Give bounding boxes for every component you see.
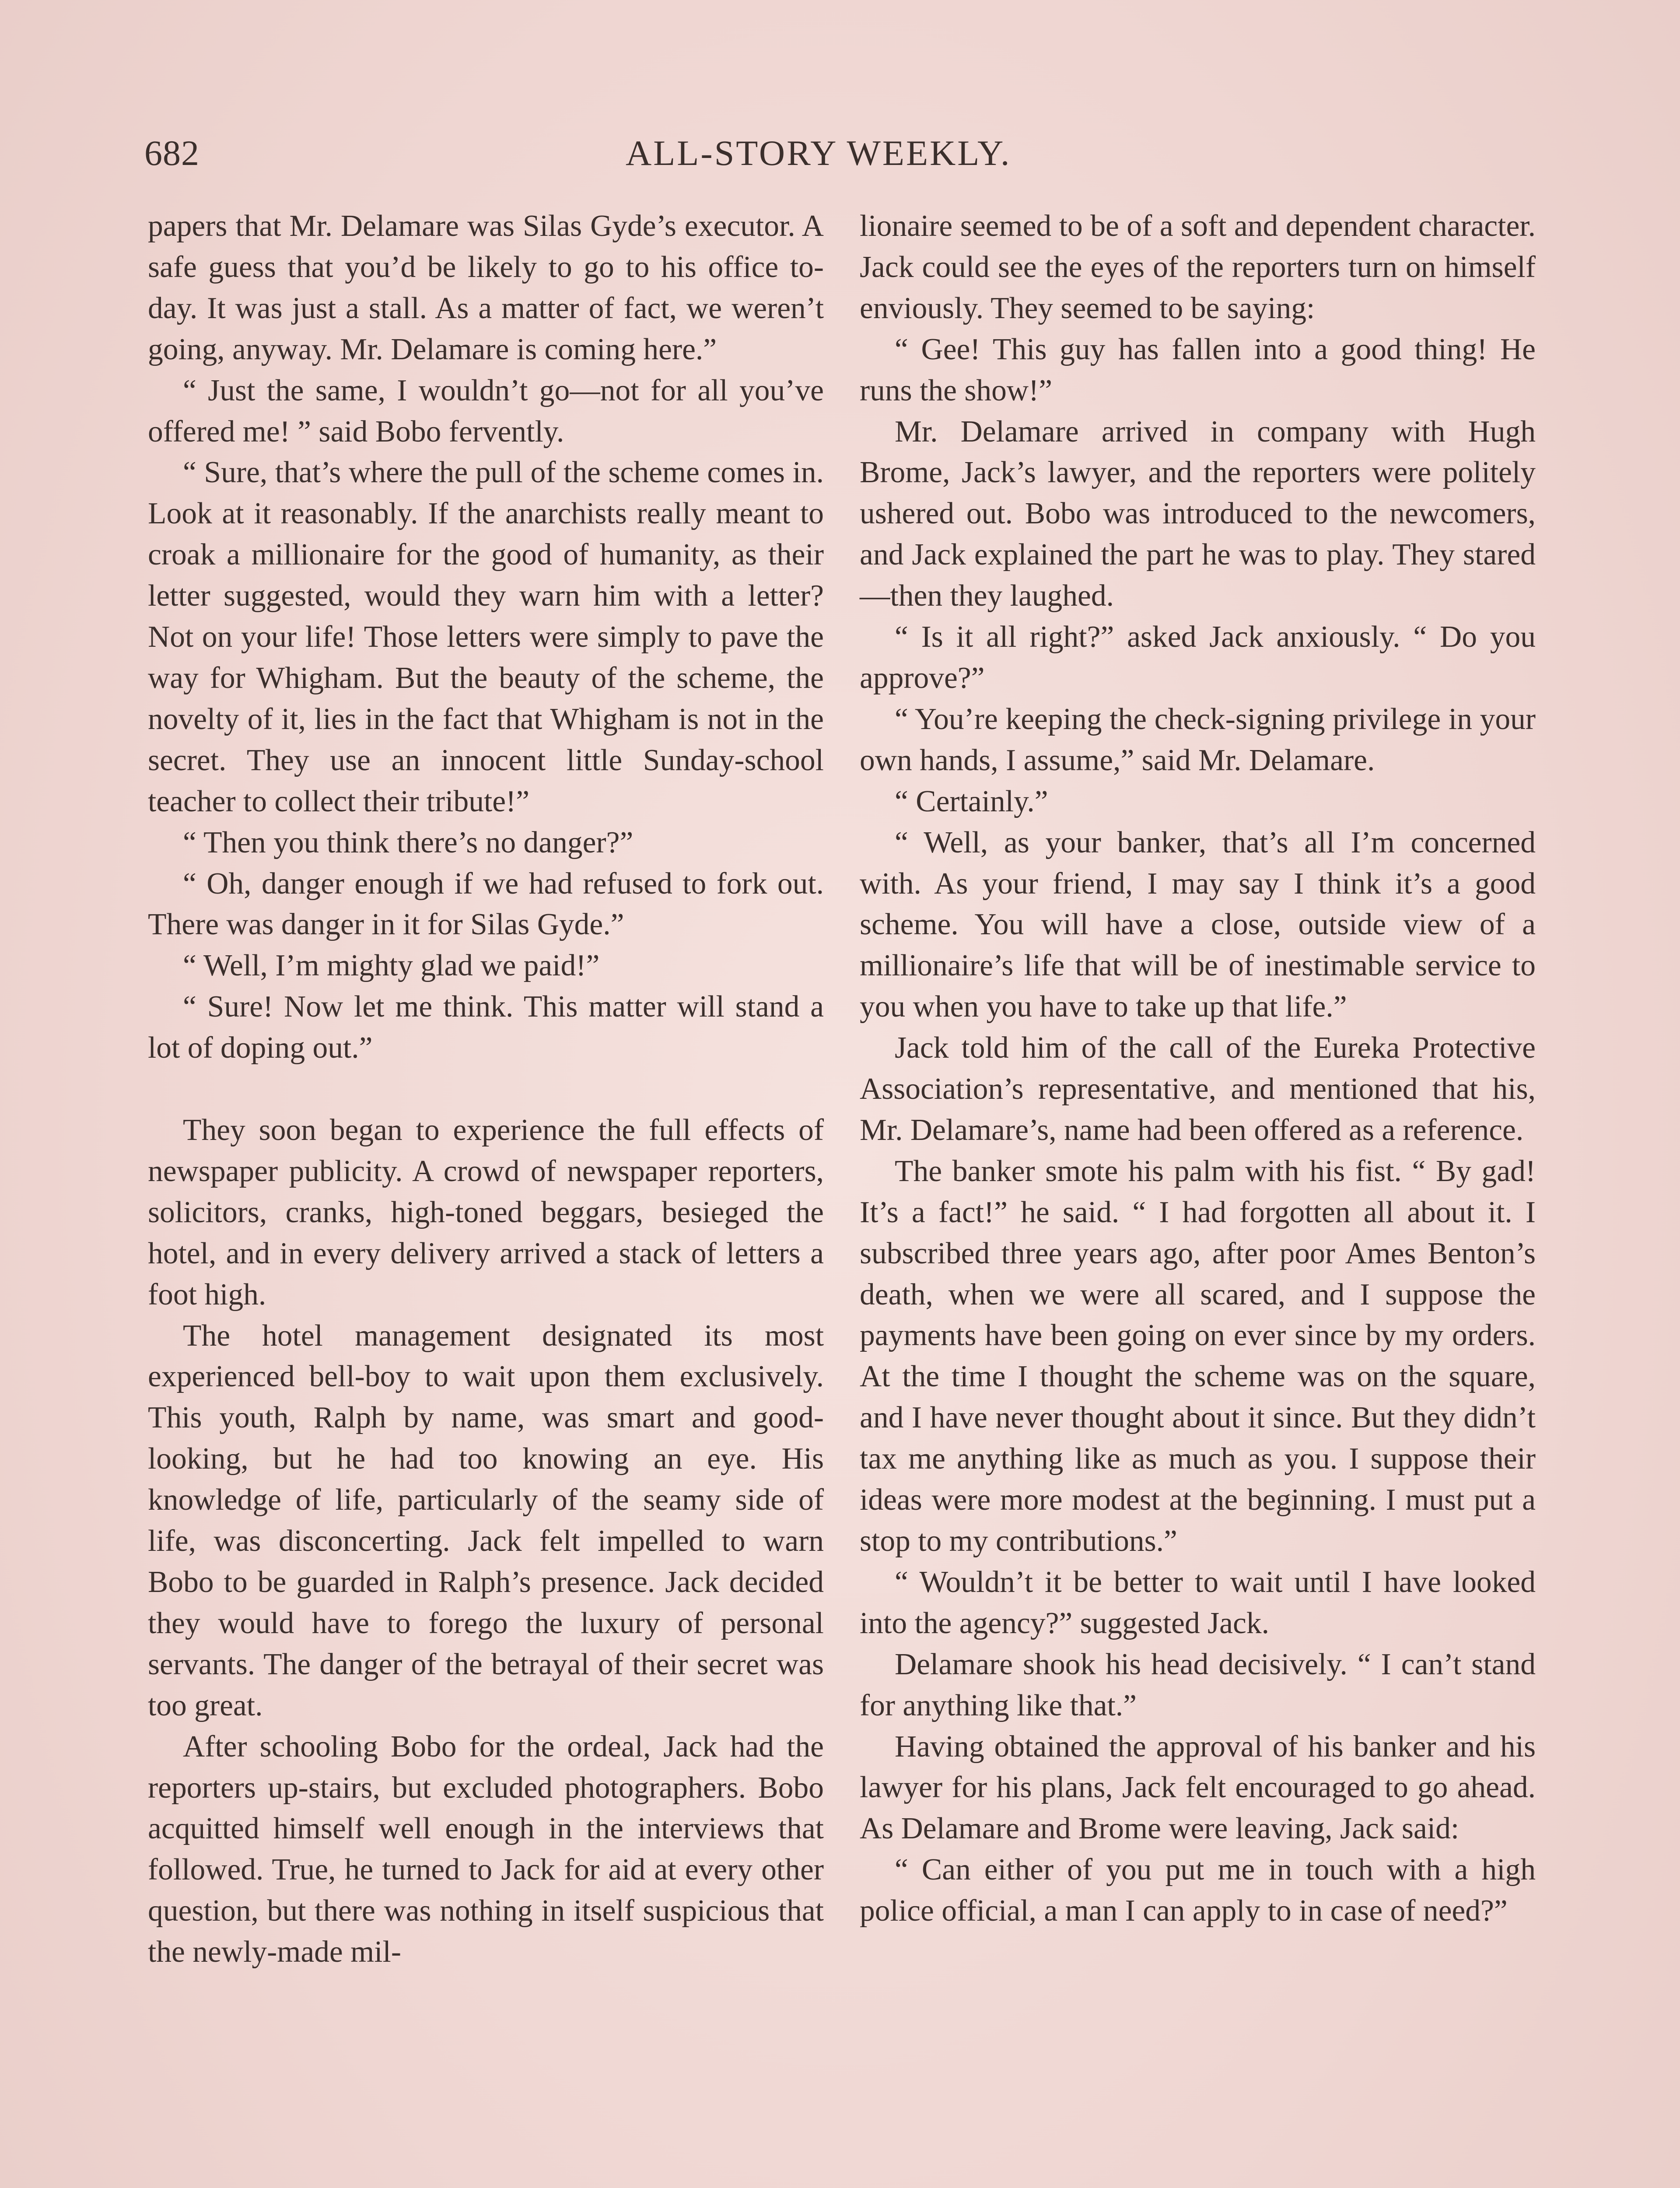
page-number: 682 — [144, 133, 200, 173]
paragraph: “ Oh, danger enough if we had refused to fork out. There was danger in it for Silas Gyde.” — [148, 866, 824, 942]
paragraph: “ Gee! This guy has fallen into a good thing! He runs the show!” — [860, 332, 1536, 407]
page-header — [144, 127, 1536, 179]
paragraph: After schooling Bobo for the ordeal, Jack had the reporters up-stairs, but excluded photographers. Bobo acquitted himself well enough in the interviews that followed. True, he turned to Jack for aid at every other question, but there was nothing in itself suspicious that the newly-made mil- — [148, 1729, 824, 1969]
paragraph: papers that Mr. Delamare was Silas Gyde’s executor. A safe guess that you’d be likely to go to his office to-day. It was just a stall. As a matter of fact, we weren’t going, anyway. Mr. Delamare is coming here.” — [148, 209, 824, 366]
paragraph: “ Sure, that’s where the pull of the scheme comes in. Look at it reasonably. If the anarchists really meant to croak a millionaire for the good of humanity, as their letter suggested, would they warn him with a letter? Not on your life! Those letters were simply to pave the way for Whigham. But the beauty of the scheme, the novelty of it, lies in the fact that Whigham is not in the secret. They use an innocent little Sunday-school teacher to collect their tribute!” — [148, 456, 824, 818]
running-title: ALL-STORY WEEKLY. — [626, 133, 1012, 173]
paragraph: lionaire seemed to be of a soft and dependent character. Jack could see the eyes of the reporters turn on himself enviously. They seemed to be saying: — [860, 209, 1536, 325]
paragraph: “ Sure! Now let me think. This matter will stand a lot of doping out.” — [148, 990, 824, 1065]
paragraph: “ Just the same, I wouldn’t go—not for all you’ve offered me! ” said Bobo fervently. — [148, 373, 824, 449]
paragraph: Delamare shook his head decisively. “ I can’t stand for anything like that.” — [860, 1647, 1536, 1722]
paragraph: The banker smote his palm with his fist. “ By gad! It’s a fact!” he said. “ I had forgotten all about it. I subscribed three years ago, after poor Ames Benton’s death, when we were all scared, and I suppose the payments have been going on ever since by my orders. At the time I thought the scheme was on the square, and I have never thought about it since. But they didn’t tax me anything like as much as you. I suppose their ideas were more modest at the beginning. I must put a stop to my contributions.” — [860, 1154, 1536, 1558]
paragraph: “ Certainly.” — [895, 784, 1048, 818]
paragraph: “ Wouldn’t it be better to wait until I have looked into the agency?” suggested Jack. — [860, 1565, 1536, 1640]
paragraph: “ You’re keeping the check-signing privilege in your own hands, I assume,” said Mr. Delamare. — [860, 702, 1536, 777]
right-column — [860, 206, 1536, 1932]
paragraph: Jack told him of the call of the Eureka Protective Association’s representative, and mentioned that his, Mr. Delamare’s, name had been offered as a reference. — [860, 1031, 1536, 1147]
paragraph: The hotel management designated its most experienced bell-boy to wait upon them exclusively. This youth, Ralph by name, was smart and good-looking, but he had too knowing an eye. His knowledge of life, particularly of the seamy side of life, was disconcerting. Jack felt impelled to warn Bobo to be guarded in Ralph’s presence. Jack decided they would have to forego the luxury of personal servants. The danger of the betrayal of their secret was too great. — [148, 1318, 824, 1722]
left-column — [148, 206, 824, 1973]
paragraph: “ Then you think there’s no danger?” — [183, 825, 634, 859]
paragraph: “ Well, as your banker, that’s all I’m concerned with. As your friend, I may say I think it’s a good scheme. You will have a close, outside view of a millionaire’s life that will be of inestimable service to you when you have to take up that life.” — [860, 825, 1536, 1024]
paragraph: “ Is it all right?” asked Jack anxiously. “ Do you approve?” — [860, 620, 1536, 695]
paragraph: “ Well, I’m mighty glad we paid!” — [183, 949, 600, 983]
paragraph: Having obtained the approval of his banker and his lawyer for his plans, Jack felt encouraged to go ahead. As Delamare and Brome were leaving, Jack said: — [860, 1729, 1536, 1846]
paragraph: “ Can either of you put me in touch with a high police official, a man I can apply to in case of need?” — [860, 1853, 1536, 1928]
paragraph: They soon began to experience the full effects of newspaper publicity. A crowd of newspaper reporters, solicitors, cranks, high-toned beggars, besieged the hotel, and in every delivery arrived a stack of letters a foot high. — [148, 1113, 824, 1311]
paragraph: Mr. Delamare arrived in company with Hugh Brome, Jack’s lawyer, and the reporters were politely ushered out. Bobo was introduced to the newcomers, and Jack explained the part he was to play. They stared—then they laughed. — [860, 414, 1536, 613]
